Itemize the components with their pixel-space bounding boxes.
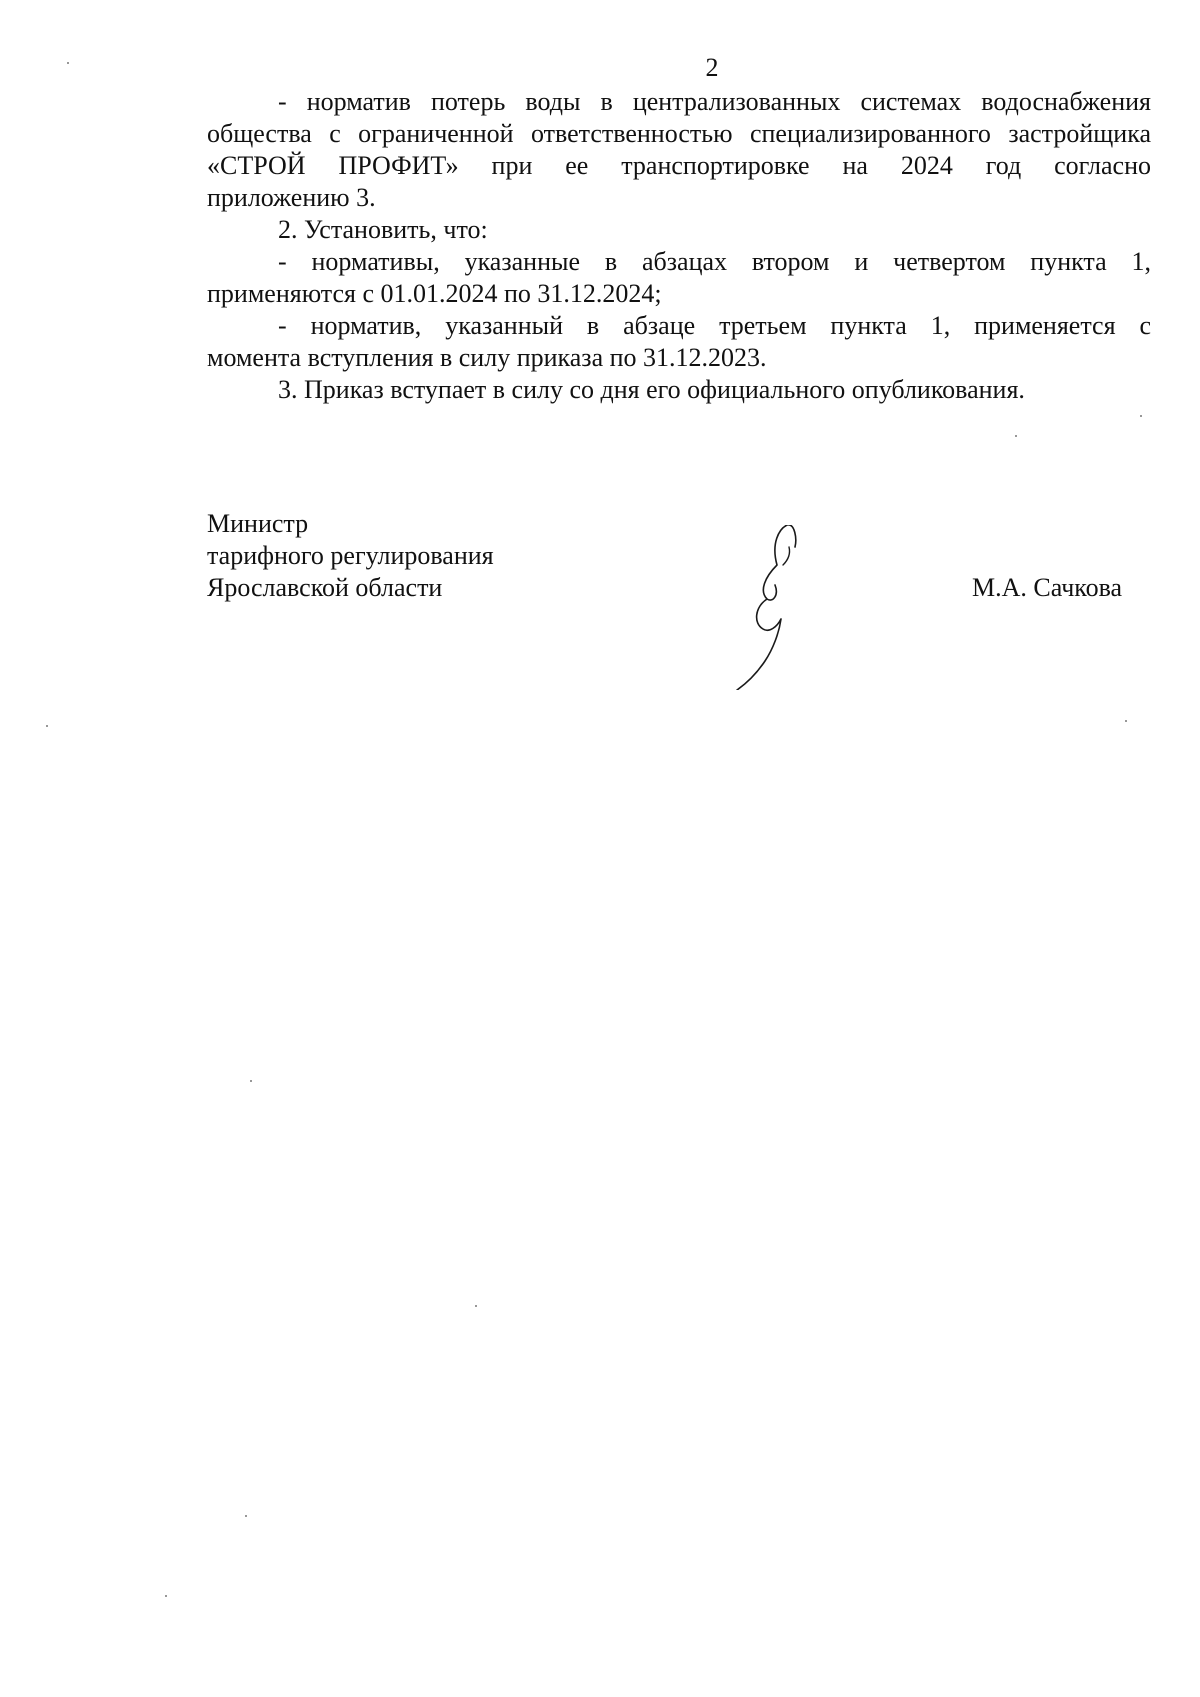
- text-line: приложению 3.: [207, 183, 376, 212]
- scan-speck: [1140, 415, 1142, 417]
- page-number: 2: [705, 53, 719, 82]
- position-line: Ярославской области: [207, 573, 443, 602]
- text-line: применяются с 01.01.2024 по 31.12.2024;: [207, 279, 662, 308]
- paragraph-norm-period-2023: [207, 310, 1151, 374]
- document-body: [207, 86, 1151, 406]
- position-line: Министр: [207, 509, 309, 538]
- text-line: момента вступления в силу приказа по 31.12.2023.: [207, 343, 767, 372]
- scan-speck: [67, 62, 69, 64]
- text-line: - норматив потерь воды в централизованных системах водоснабжения: [278, 87, 1151, 116]
- paragraph-clause-3: [207, 374, 1151, 406]
- signatory-position: [207, 508, 494, 604]
- text-line: общества с ограниченной ответственностью специализированного застройщика: [207, 119, 1151, 148]
- scan-speck: [46, 725, 48, 727]
- scan-speck: [165, 1595, 167, 1597]
- text-line: 2. Установить, что:: [278, 215, 488, 244]
- text-line: - норматив, указанный в абзаце третьем пункта 1, применяется с: [278, 311, 1151, 340]
- position-line: тарифного регулирования: [207, 541, 494, 570]
- paragraph-clause-2: [207, 214, 1151, 246]
- scan-speck: [1015, 435, 1017, 437]
- scan-speck: [475, 1305, 477, 1307]
- signer-name: М.А. Сачкова: [972, 573, 1123, 602]
- paragraph-norms-period: [207, 246, 1151, 310]
- text-line: - нормативы, указанные в абзацах втором и четвертом пункта 1,: [278, 247, 1151, 276]
- scan-speck: [250, 1080, 252, 1082]
- paragraph-water-loss-norm: [207, 86, 1151, 214]
- handwritten-signature: [735, 525, 845, 690]
- text-line: «СТРОЙ ПРОФИТ» при ее транспортировке на 2024 год согласно: [207, 151, 1151, 180]
- text-line: 3. Приказ вступает в силу со дня его официального опубликования.: [278, 375, 1025, 404]
- scan-speck: [1125, 720, 1127, 722]
- scan-speck: [245, 1515, 247, 1517]
